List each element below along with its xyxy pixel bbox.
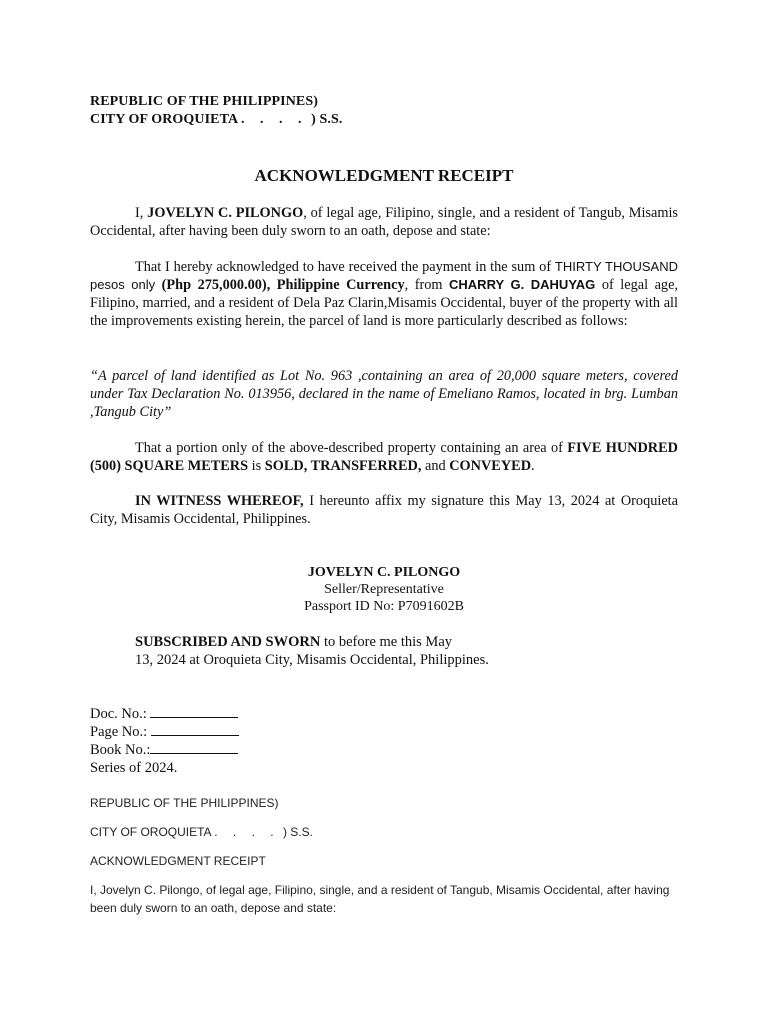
plain-city-name: CITY OF OROQUIETA — [90, 825, 211, 839]
para1-rest: , of legal age, Filipino, single, and a resident of Tangub, Misamis Occidental, after having been duly sworn to an oath, depose and state: — [90, 205, 678, 239]
page-no-blank — [151, 723, 239, 736]
sworn-lead: SUBSCRIBED AND SWORN — [135, 634, 321, 650]
property-description-quote: “A parcel of land identified as Lot No. 963 ,containing an area of 20,000 square meters, covered under Tax Declaration No. 013956, declared in the name of Emeliano Ramos, located in brg. Lumban ,Tangub City” — [90, 368, 678, 420]
header-city-name: CITY OF OROQUIETA — [90, 112, 238, 127]
book-no-blank — [150, 741, 238, 754]
header-republic: REPUBLIC OF THE PHILIPPINES) — [90, 94, 319, 109]
header-city-ss: ) S.S. — [311, 112, 343, 127]
paragraph-declarant — [90, 204, 678, 240]
para3-part1: That a portion only of the above-described property containing an area of — [135, 440, 568, 456]
book-no-label: Book No.: — [90, 742, 151, 758]
header-city — [90, 112, 342, 128]
conveyed: CONVEYED — [449, 458, 532, 474]
sworn-rest: to before me this May — [320, 634, 453, 650]
paragraph-portion — [90, 439, 678, 475]
sworn-line-1 — [135, 633, 655, 651]
para2-part4: of legal age, Filipino, married, and a resident of Dela Paz Clarin,Misamis Occidental, buyer of the property with all the improvements existing herein, the parcel of land is more particularly described as follows: — [90, 277, 678, 329]
page-no-label: Page No.: — [90, 724, 148, 740]
book-no-line — [90, 741, 238, 759]
para2-part2: pesos only — [90, 277, 162, 292]
doc-no-label: Doc. No.: — [90, 706, 147, 722]
para2-part3: , from — [404, 277, 450, 293]
doc-no-line — [90, 705, 238, 723]
document-title: ACKNOWLEDGMENT RECEIPT — [254, 166, 514, 185]
plain-city — [90, 823, 690, 841]
plain-city-dots: . . . . — [214, 825, 280, 839]
series-line: Series of 2024. — [90, 760, 178, 776]
paragraph-witness — [90, 492, 678, 528]
para3-part3: and — [421, 458, 450, 474]
witness-lead: IN WITNESS WHEREOF, — [135, 493, 304, 509]
plain-title: ACKNOWLEDGMENT RECEIPT — [90, 854, 266, 868]
signatory-name: JOVELYN C. PILONGO — [307, 565, 461, 580]
para3-end: . — [531, 458, 535, 474]
amount-number: (Php 275,000.00), Philippine Currency — [161, 277, 405, 293]
buyer-name: CHARRY G. DAHUYAG — [449, 277, 596, 292]
declarant-name: JOVELYN C. PILONGO — [147, 205, 304, 221]
para1-prefix: I, — [135, 205, 148, 221]
page-no-line — [90, 723, 239, 741]
header-city-dots: . . . . — [241, 112, 308, 127]
signatory-passport: Passport ID No: P7091602B — [304, 599, 464, 614]
amount-words: THIRTY THOUSAND — [554, 259, 678, 274]
plain-republic: REPUBLIC OF THE PHILIPPINES) — [90, 796, 279, 810]
portion-area: FIVE HUNDRED (500) SQUARE METERS — [90, 440, 678, 474]
plain-city-ss: ) S.S. — [282, 825, 313, 839]
para2-part1: That I hereby acknowledged to have received the payment in the sum of — [135, 259, 555, 275]
signatory-role: Seller/Representative — [324, 582, 444, 597]
paragraph-payment — [90, 258, 678, 330]
sworn-line-2: 13, 2024 at Oroquieta City, Misamis Occidental, Philippines. — [135, 652, 489, 668]
doc-no-blank — [150, 705, 238, 718]
plain-declarant: I, Jovelyn C. Pilongo, of legal age, Filipino, single, and a resident of Tangub, Misamis Occidental, after having been duly sworn to an oath, depose and state: — [90, 883, 670, 915]
para3-part2: is — [248, 458, 265, 474]
sold-transferred: SOLD, TRANSFERRED, — [264, 458, 422, 474]
witness-rest: I hereunto affix my signature this May 13, 2024 at Oroquieta City, Misamis Occidental, Philippines. — [90, 493, 679, 527]
